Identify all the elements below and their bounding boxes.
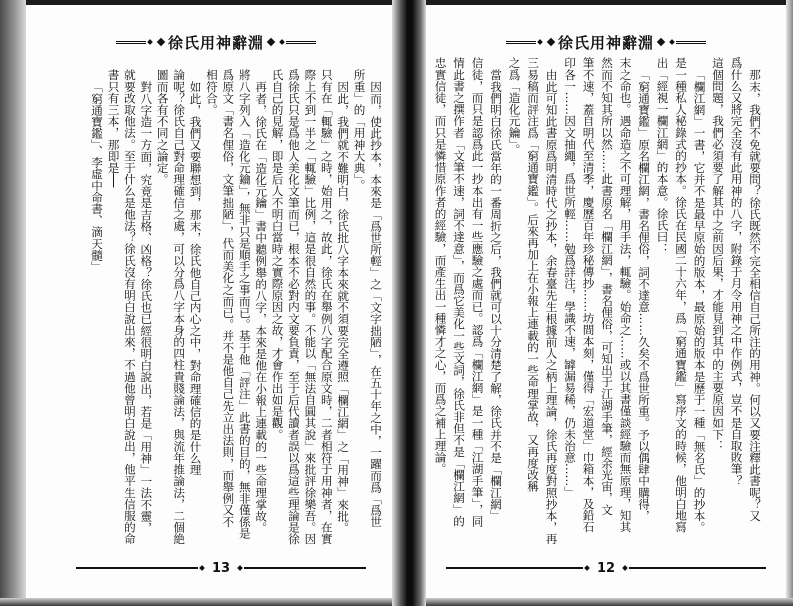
page-number: 12 [596, 560, 616, 576]
text-column: 「窮通寶鑑」、李虛中命書、滴天髓」 [90, 80, 105, 272]
text-column: 書只有三本，那即是── [106, 69, 121, 188]
text-column: 圖而各有不同之論定。 [155, 69, 170, 185]
ornament-icon [584, 565, 590, 571]
text-column: 對八字造一方面，究竟是吉格、凶格？徐氏也已經很明白說出，若是「用神」一法不靈， [139, 80, 154, 533]
scan-edge-right [786, 0, 793, 606]
header-rule-left [506, 41, 536, 44]
header-title: 徐氏用神辭淵 [558, 33, 655, 52]
text-column: 情此書之撰作者「文筆不速，詞不達意」，而爲它美化一些文詞，徐氏非但不是「欄江網」的 [452, 57, 466, 527]
body-text [430, 57, 764, 551]
footer-rule-left [446, 567, 583, 569]
header-rule-right [286, 41, 316, 44]
ornament-icon [267, 38, 275, 46]
text-column: 再者，徐氏在「造化元鑰」書中聽例舉的八字，本來是他在小報上連載的一些命理掌故。 [254, 80, 269, 533]
ornament-icon [279, 39, 285, 45]
text-column: 筆不速，蓋自明代至清季，慶歷百年珍秘傳抄……坊間本刻，僅得「宏道堂」巾箱本，及鉛石 [581, 57, 596, 533]
ornament-icon [237, 565, 243, 571]
running-header [506, 31, 706, 53]
text-column: 那末，我們不免就要問？徐氏既然不完全相信自己所注的用神。何以又要注釋此書呢？又 [748, 68, 762, 521]
text-column: 氏自己的見解，即是后人不明白當時之實際原因之故，才會作出如是觀。 [270, 69, 285, 441]
text-column: 當我們明白徐氏當年的一番周折之后，我們就可以十分清楚了解，徐氏并不是「欄江網」 [489, 68, 503, 521]
text-column: 如此，我們又要聯想到，那末，徐氏他自己内心之中，對命理確信的是什么理 [188, 80, 203, 475]
text-column: 然而不知其所以然……此書原名「欄江網」，書名俚俗，可知出于江湖手筆，經余光宙，文 [600, 57, 614, 516]
text-column: 相符合。 [204, 69, 219, 116]
text-column: 「欄江網」一書，它并不是最早原始的版本，最原始的版本是歷于一種「無名氏」的抄本。 [692, 68, 707, 533]
text-column: 末之命也。遇命造之不可理解，用手法，輒驗。始命之……或以其書僅談經驗而無原理，知其 [618, 57, 633, 533]
ornament-icon [657, 38, 665, 46]
text-column: 是一種私人秘錄式的抄本。徐氏在民國二十六年，爲「窮通寶鑑」寫序文的時候，他明白地寫 [674, 57, 688, 533]
page-number: 13 [211, 560, 231, 576]
ornament-icon [622, 565, 628, 571]
scan-edge-left [0, 0, 26, 606]
text-column: 只有在「輒驗」之時，始用之，故此，徐氏在舉例八字配合原文時，二者相符于用神者，在實 [319, 69, 334, 545]
text-column: 三易稿而評注爲「窮通寶鑑」。后來再加上在小報上連載的一些命理掌故，又再度改稱 [526, 57, 540, 492]
text-column: 「窮通寶鑑」原名欄江網，書名俚俗，詞不達意……久矣不爲世所重。予以偶肆中購得， [637, 68, 651, 521]
text-column: 因而，使此抄本，本來是「爲世所輕」之「文字拙陋」，在五十年之中，一躍而爲「爲世 [369, 80, 383, 528]
text-column: 這個問題，我們必須要了解其中之前因后果，才能見到其中的主要原因如下： [711, 57, 725, 452]
header-rule-left [116, 41, 146, 44]
text-column: 因此，我們就不難明白，徐氏批八字本來就不須要完全遵照「欄江網」之「用神」來批。 [336, 80, 351, 533]
text-column: 出「經視一欄江網」的本意。徐氏曰： [655, 57, 670, 255]
left-page [26, 5, 392, 598]
text-column: 爲徐氏只是爲他人美化文筆而已，根本不必對内文要負責，至于后代讀者誤以爲這些理論是徐 [286, 69, 301, 545]
page-footer [446, 558, 766, 578]
header-rule-right [676, 41, 706, 44]
text-column: 之爲「造化元鑰」。 [507, 57, 522, 156]
text-column: 將八字列入「造化元鑰」，無非只是順手之事而已。基于他「評注」此書的目的，無非僅係是 [237, 69, 252, 539]
ornament-icon [147, 39, 153, 45]
text-column: 就要改取他法。至于什么是他法？徐氏沒有明白說出來，不過他曾明白說出，他平生信服的命 [122, 69, 137, 545]
text-column: 爲原文「書名俚俗，文筆拙陋」，代而美化之而已。并不是他自己先立出法則，而舉例又不 [221, 69, 236, 528]
text-column: 際上不到一半之「輒驗」比例，這是很自然的事。不能以「無法自圓其說」來批評徐樂吾。因 [303, 69, 318, 545]
text-column: 由此可知此書原爲明清時代之抄本，余春臺先生根據前人之柄上理論，徐氏再度對照抄本，再 [544, 68, 559, 545]
text-column: 爲什么又將完全沒有此用神的八字，附錄于月令用神之中作例式，豈不是自取敗筆？ [729, 57, 744, 487]
ornament-icon [547, 38, 555, 46]
page-footer [76, 558, 366, 578]
ornament-icon [669, 39, 675, 45]
book-gutter [392, 0, 426, 606]
text-column: 信徒，而只是認爲此一抄本出有一些應驗之處而已。認爲「欄江網」是一種「江湖手筆」，同 [470, 57, 485, 527]
right-page [426, 5, 786, 598]
text-column: 印各一……因文抽繩，爲世所輕……勉爲詳注，學識不速，罅漏易稀，仍未治意……」 [563, 57, 577, 498]
ornament-icon [157, 38, 165, 46]
footer-rule-right [244, 567, 366, 569]
footer-rule-right [629, 567, 766, 569]
footer-rule-left [76, 567, 198, 569]
text-column: 忠實信徒，而只是憐惜原作者的經驗，而產生出一種憐才之心，而爲之補上理論。 [433, 57, 448, 475]
running-header [116, 31, 316, 53]
header-title: 徐氏用神辭淵 [168, 33, 265, 52]
text-column: 論呢？徐氏自己對命理確信之處，可以分爲八字本身的四柱貴賤論法，與流年推論法，二個絶 [172, 69, 187, 545]
body-text [88, 69, 384, 549]
ornament-icon [199, 565, 205, 571]
text-column: 所重」的「用神大典」。 [352, 69, 367, 191]
ornament-icon [537, 39, 543, 45]
